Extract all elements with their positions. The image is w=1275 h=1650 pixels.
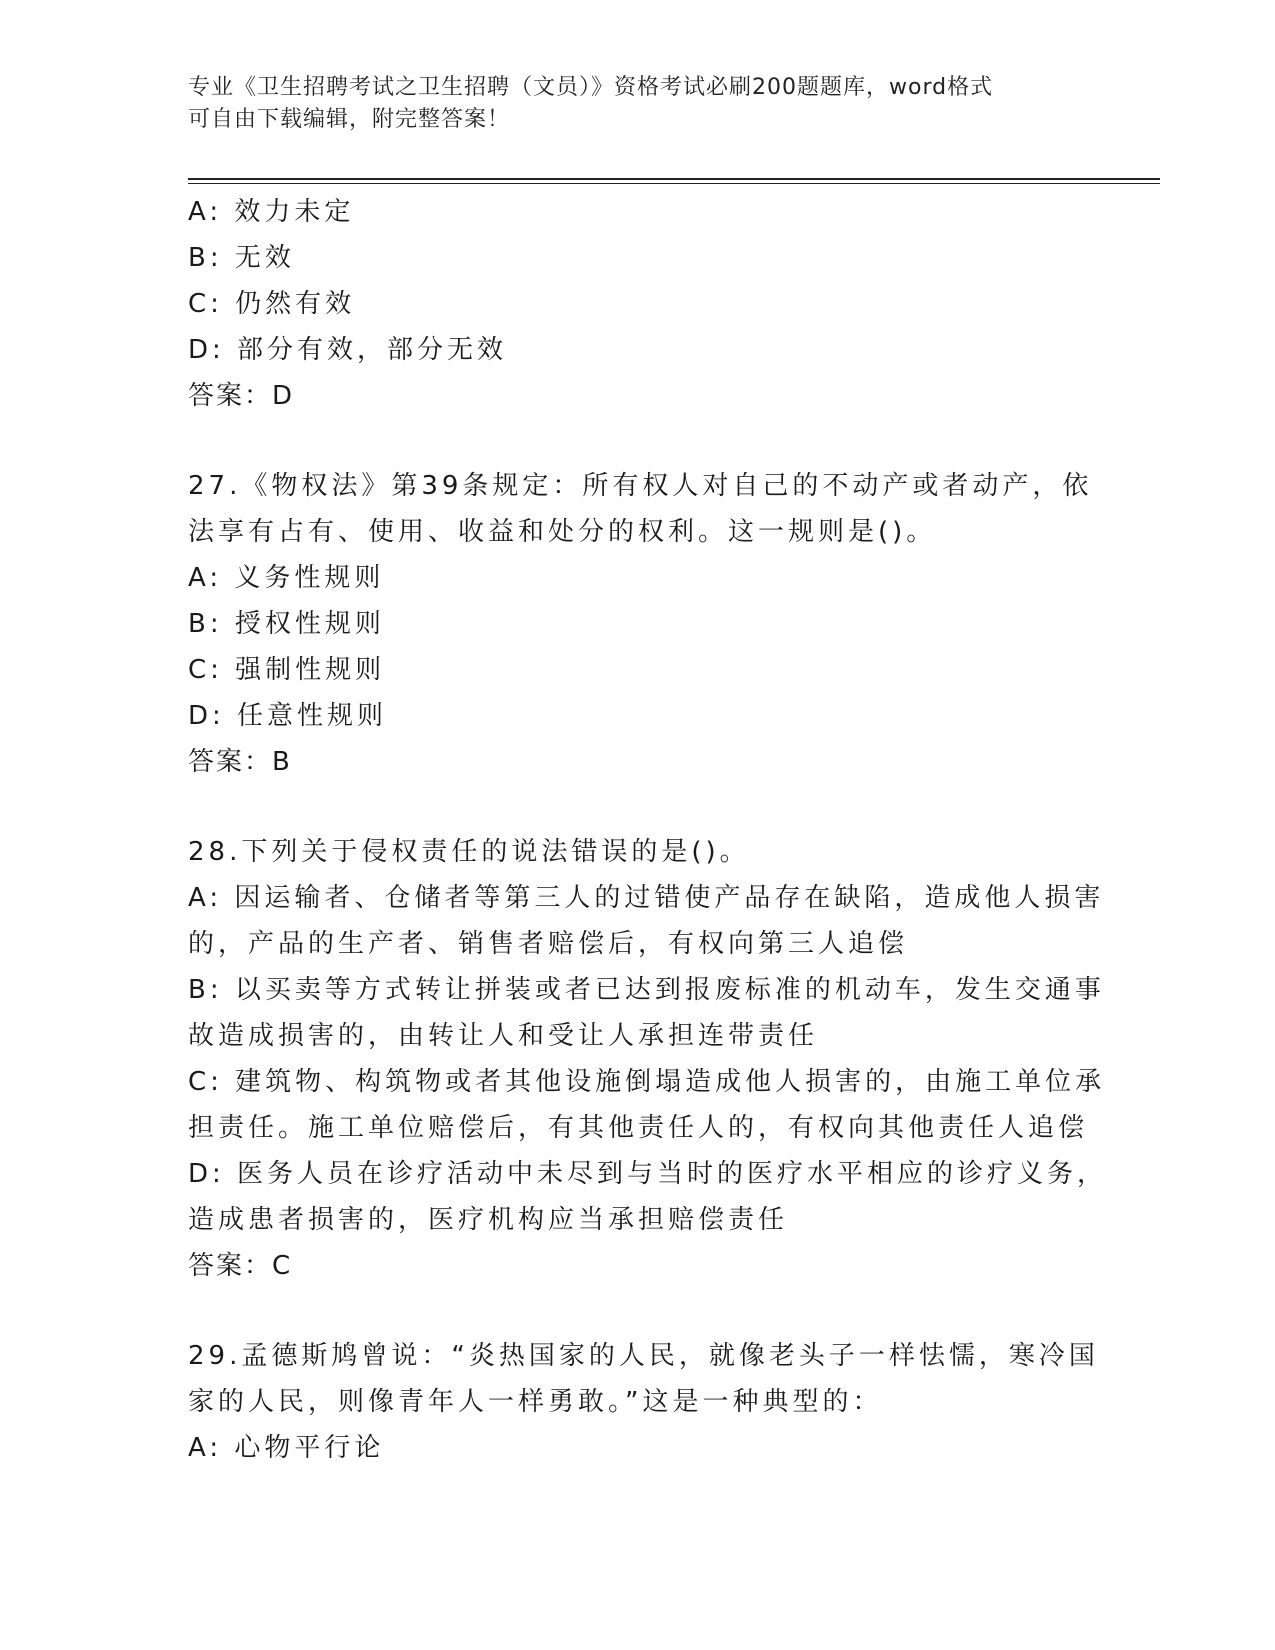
option-a: A: 效力未定 xyxy=(188,197,355,227)
question-27 xyxy=(188,463,1093,785)
option-b: B: 授权性规则 xyxy=(188,609,385,639)
question-spacer xyxy=(188,1289,1088,1333)
question-stem: 29.孟德斯鸠曾说：“炎热国家的人民，就像老头子一样怯懦，寒冷国 xyxy=(188,1341,1099,1371)
question-stem: 28.下列关于侵权责任的说法错误的是()。 xyxy=(188,837,750,867)
question-29 xyxy=(188,1333,1099,1471)
header-divider-thick xyxy=(188,178,1160,180)
option-c: C: 强制性规则 xyxy=(188,655,386,685)
option-d-continued: 造成患者损害的，医疗机构应当承担赔偿责任 xyxy=(188,1205,789,1235)
option-d: D: 医务人员在诊疗活动中未尽到与当时的医疗水平相应的诊疗义务， xyxy=(188,1159,1108,1189)
option-b: B: 以买卖等方式转让拼装或者已达到报废标准的机动车，发生交通事 xyxy=(188,975,1105,1005)
option-a: A: 心物平行论 xyxy=(188,1433,385,1463)
option-d: D: 部分有效，部分无效 xyxy=(188,335,508,365)
answer: 答案：C xyxy=(188,1251,293,1281)
option-c: C: 仍然有效 xyxy=(188,289,356,319)
question-stem: 27.《物权法》第39条规定：所有权人对自己的不动产或者动产，依 xyxy=(188,471,1093,501)
question-list xyxy=(188,189,1108,1471)
question-28 xyxy=(188,829,1108,1289)
header-line-2: 可自由下载编辑，附完整答案！ xyxy=(188,107,511,132)
question-stem-continued: 法享有占有、使用、收益和处分的权利。这一规则是()。 xyxy=(188,517,937,547)
question-spacer xyxy=(188,785,1088,829)
option-b: B: 无效 xyxy=(188,243,295,273)
question-stem-continued: 家的人民，则像青年人一样勇敢。”这是一种典型的： xyxy=(188,1387,883,1417)
option-b-continued: 故造成损害的，由转让人和受让人承担连带责任 xyxy=(188,1021,819,1051)
option-a: A: 义务性规则 xyxy=(188,563,385,593)
document-header xyxy=(188,72,1068,136)
header-divider-thin xyxy=(188,183,1160,184)
option-c: C: 建筑物、构筑物或者其他设施倒塌造成他人损害的，由施工单位承 xyxy=(188,1067,1106,1097)
question-spacer xyxy=(188,419,1088,463)
option-c-continued: 担责任。施工单位赔偿后，有其他责任人的，有权向其他责任人追偿 xyxy=(188,1113,1089,1143)
answer: 答案：D xyxy=(188,381,295,411)
question-26 xyxy=(188,189,1088,419)
header-line-1: 专业《卫生招聘考试之卫生招聘（文员）》资格考试必刷200题题库，word格式 xyxy=(188,75,994,100)
answer: 答案：B xyxy=(188,747,292,777)
option-a-continued: 的，产品的生产者、销售者赔偿后，有权向第三人追偿 xyxy=(188,929,909,959)
option-d: D: 任意性规则 xyxy=(188,701,388,731)
option-a: A: 因运输者、仓储者等第三人的过错使产品存在缺陷，造成他人损害 xyxy=(188,883,1105,913)
